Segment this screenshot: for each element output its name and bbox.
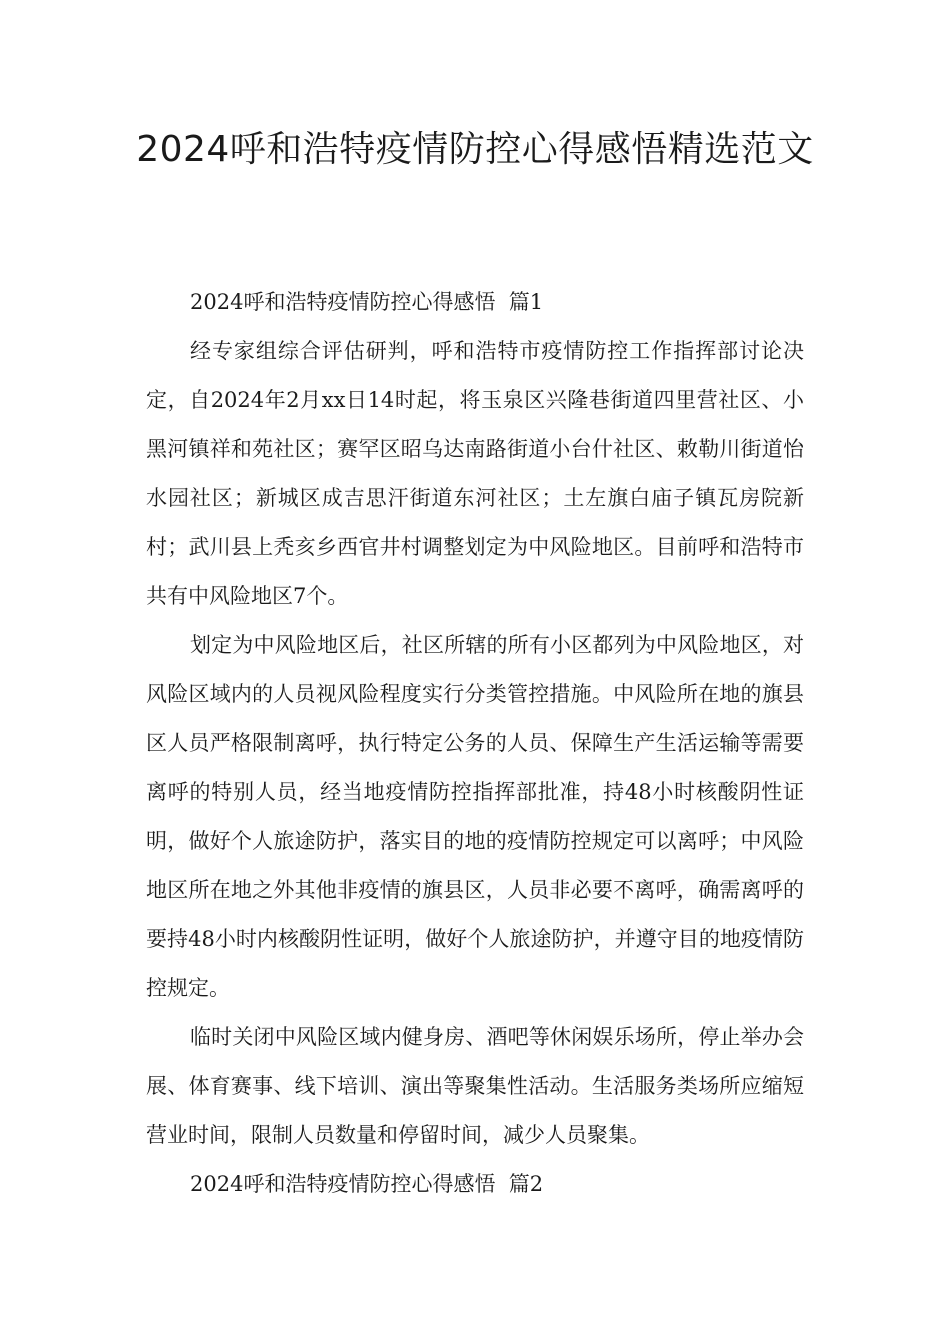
paragraph: 经专家组综合评估研判，呼和浩特市疫情防控工作指挥部讨论决定，自2024年2月xx日14时起，将玉泉区兴隆巷街道四里营社区、小黑河镇祥和苑社区；赛罕区昭乌达南路街道小台什社区、敕勒川街道怡水园社区；新城区成吉思汗街道东河社区；土左旗白庙子镇瓦房院新村；武川县上秃亥乡西官井村调整划定为中风险地区。目前呼和浩特市共有中风险地区7个。: [146, 339, 804, 608]
document-body: [146, 278, 804, 1209]
section-heading: 2024呼和浩特疫情防控心得感悟 篇2: [190, 1172, 544, 1196]
section-heading: 2024呼和浩特疫情防控心得感悟 篇1: [190, 290, 544, 314]
paragraph: 临时关闭中风险区域内健身房、酒吧等休闲娱乐场所，停止举办会展、体育赛事、线下培训、演出等聚集性活动。生活服务类场所应缩短营业时间，限制人员数量和停留时间，减少人员聚集。: [146, 1025, 804, 1147]
document-title: 2024呼和浩特疫情防控心得感悟精选范文: [136, 129, 814, 170]
paragraph: 划定为中风险地区后，社区所辖的所有小区都列为中风险地区，对风险区域内的人员视风险程度实行分类管控措施。中风险所在地的旗县区人员严格限制离呼，执行特定公务的人员、保障生产生活运输等需要离呼的特别人员，经当地疫情防控指挥部批准，持48小时核酸阴性证明，做好个人旅途防护，落实目的地的疫情防控规定可以离呼；中风险地区所在地之外其他非疫情的旗县区，人员非必要不离呼，确需离呼的要持48小时内核酸阴性证明，做好个人旅途防护，并遵守目的地疫情防控规定。: [146, 633, 804, 1000]
